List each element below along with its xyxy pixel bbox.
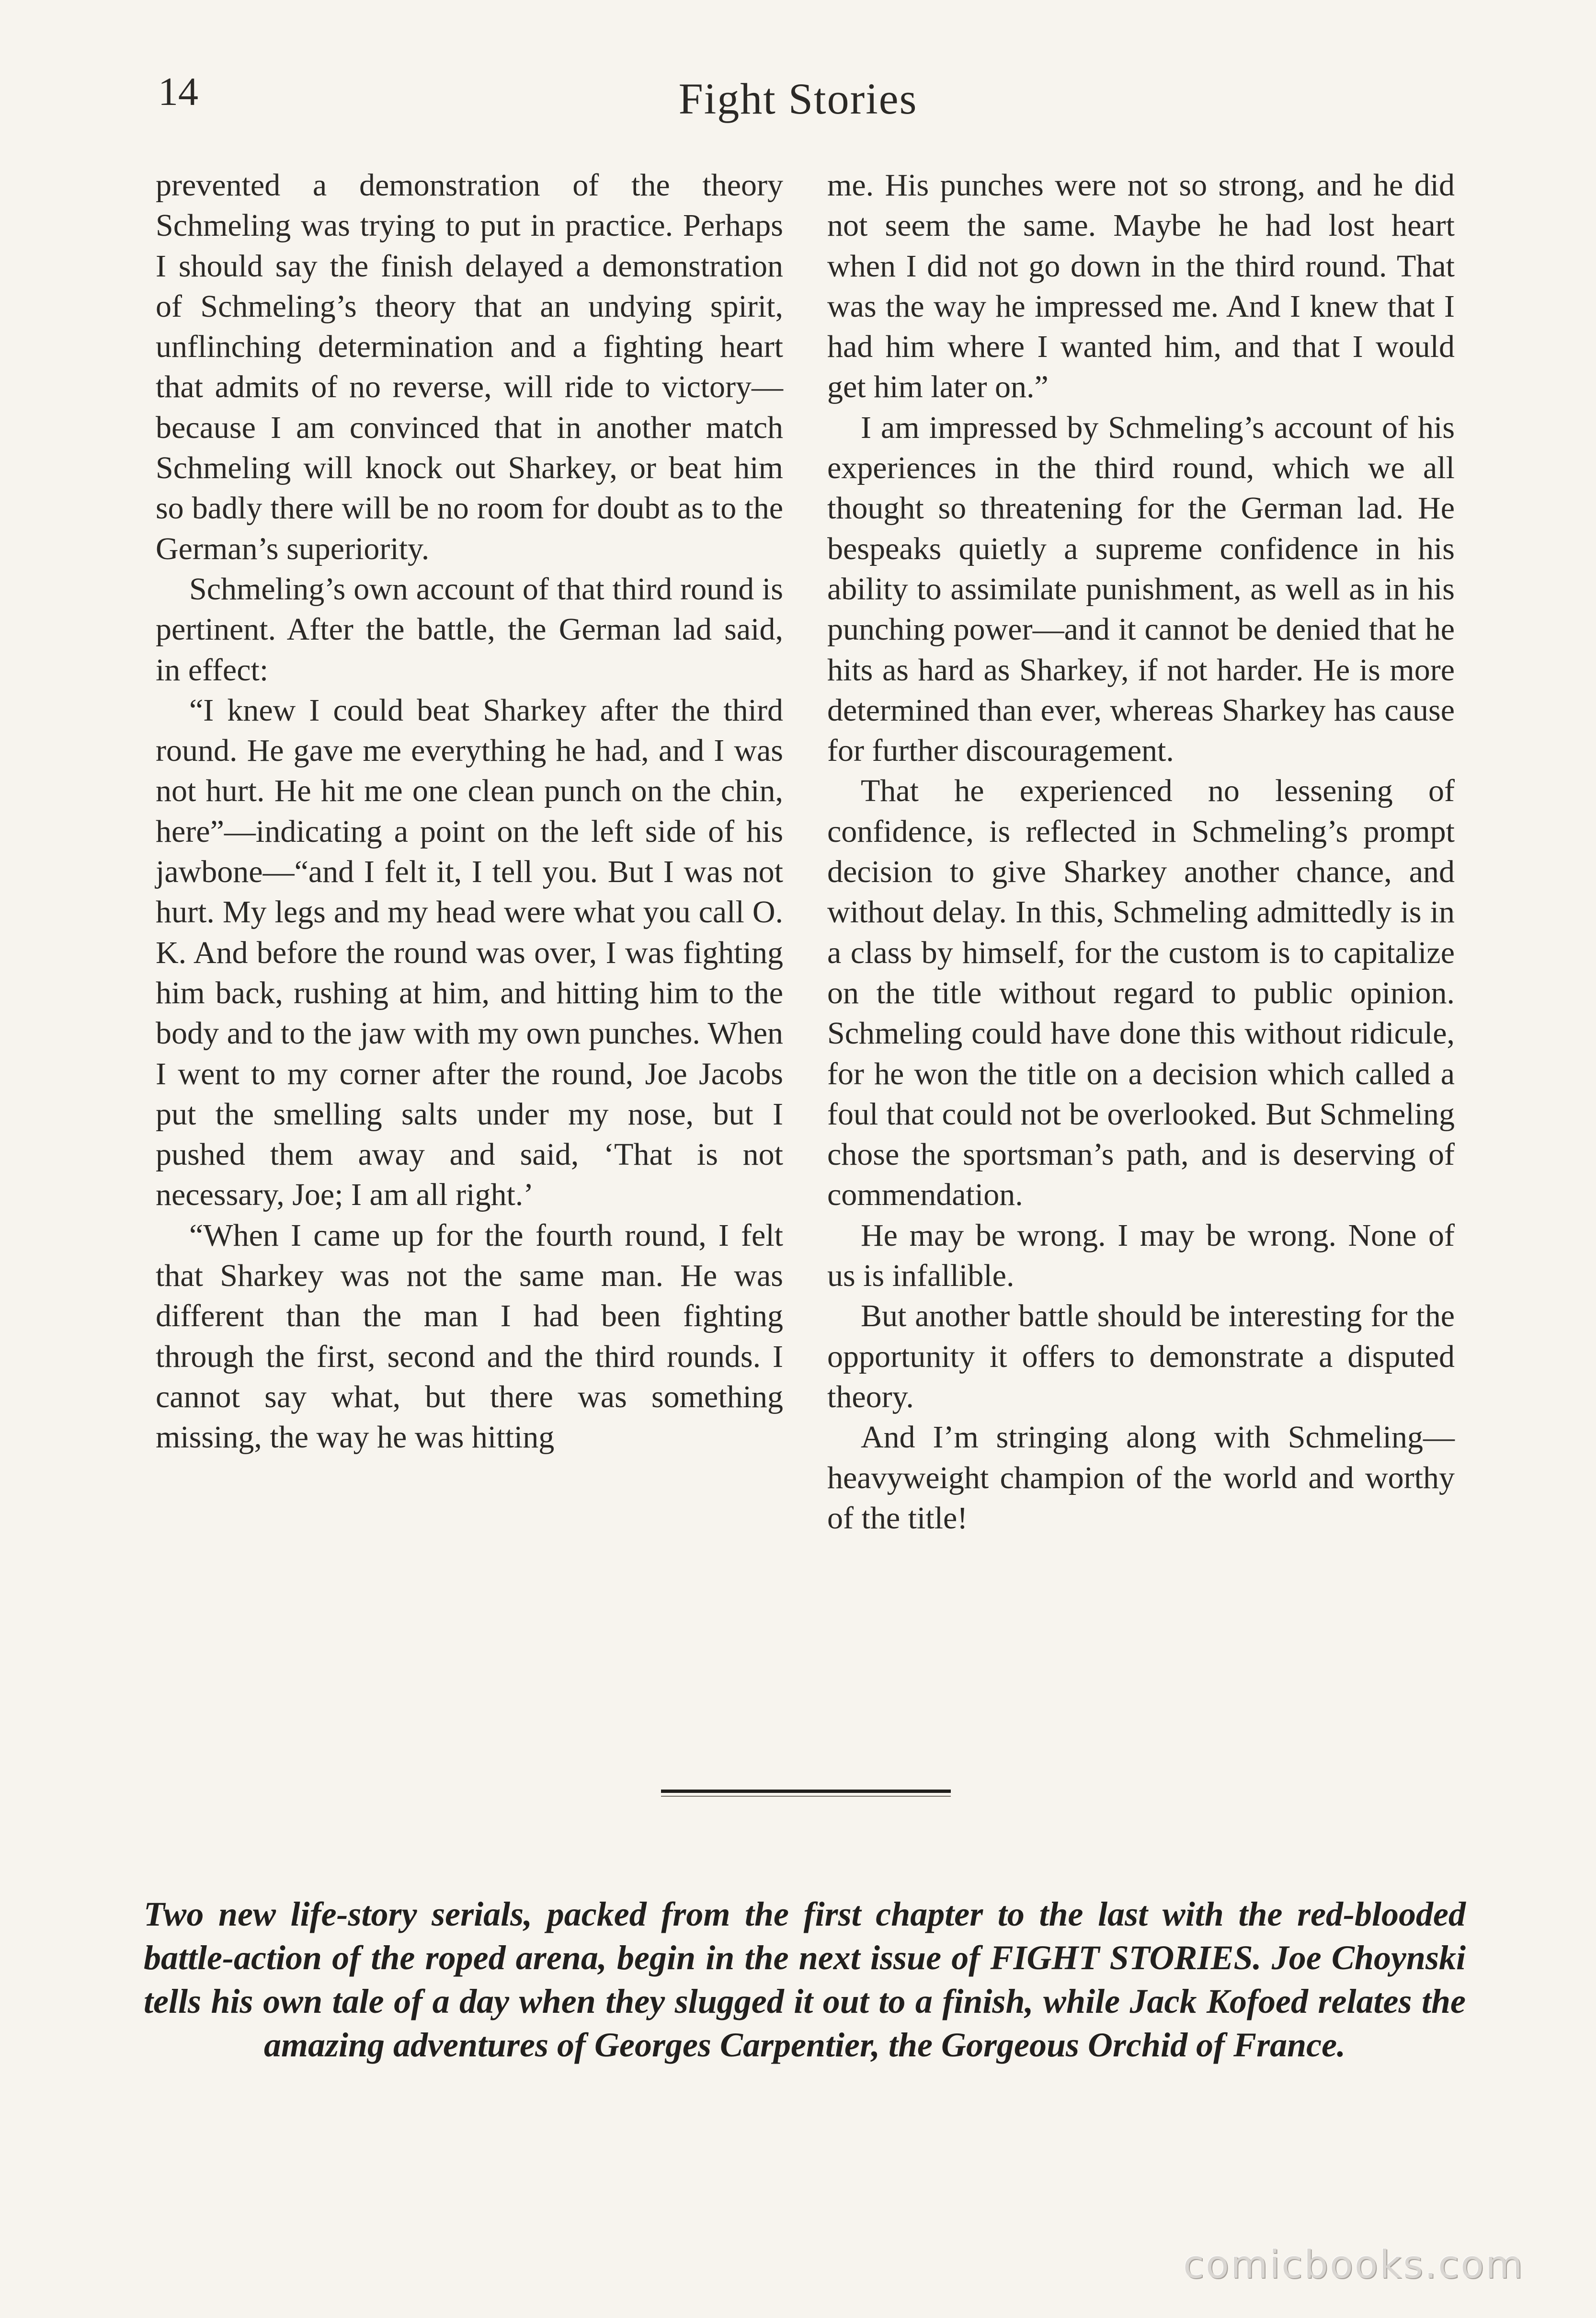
right-column: [827, 165, 1455, 1538]
right-paragraph-4: He may be wrong. I may be wrong. None of us is infallible.: [827, 1217, 1455, 1294]
right-paragraph-3: That he experienced no lessening of confidence, is reflected in Schmeling’s prompt decision to give Sharkey another chance, and without delay. In this, Schmeling admittedly is in a class by himself, for the custom is to capitalize on the title without regard to public opinion. Schmeling could have done this without ridicule, for he won the title on a decision which called a foul that could not be overlooked. But Schmeling chose the sportsman’s path, and is deserving of commendation.: [827, 773, 1455, 1213]
section-divider-rule: [661, 1790, 951, 1793]
section-divider-underline: [661, 1796, 951, 1797]
left-paragraph-2: Schmeling’s own account of that third round is pertinent. After the battle, the German lad said, in effect:: [156, 571, 783, 688]
left-paragraph-1: prevented a demonstration of the theory Schmeling was trying to put in practice. Perhaps I should say the finish delayed a demonstration of Schmeling’s theory that an undying spirit, unflinching determination and a fighting heart that admits of no reverse, will ride to victory—because I am convinced that in another match Schmeling will knock out Sharkey, or beat him so badly there will be no room for doubt as to the German’s superiority.: [156, 168, 783, 566]
site-watermark: comicbooks.com: [1183, 2242, 1525, 2287]
right-paragraph-5: But another battle should be interesting for the opportunity it offers to demonstrate a disputed theory.: [827, 1298, 1455, 1414]
left-paragraph-3: “I knew I could beat Sharkey after the third round. He gave me everything he had, and I was not hurt. He hit me one clean punch on the chin, here”—indicating a point on the left side of his jawbone—“and I felt it, I tell you. But I was not hurt. My legs and my head were what you call O. K. And before the round was over, I was fighting him back, rushing at him, and hitting him to the body and to the jaw with my own punches. When I went to my corner after the round, Joe Jacobs put the smelling salts under my nose, but I pushed them away and said, ‘That is not necessary, Joe; I am all right.’: [156, 692, 783, 1213]
left-paragraph-4: “When I came up for the fourth round, I felt that Sharkey was not the same man. He was different than the man I had been fighting through the first, second and the third rounds. I cannot say what, but there was something missing, the way he was hitting: [156, 1217, 783, 1455]
right-paragraph-1: me. His punches were not so strong, and he did not seem the same. Maybe he had lost heart when I did not go down in the third round. That was the way he impressed me. And I knew that I had him where I wanted him, and that I would get him later on.”: [827, 168, 1455, 405]
running-title: Fight Stories: [678, 74, 918, 123]
page-number: 14: [158, 69, 198, 114]
next-issue-announcement: Two new life-story serials, packed from the first chapter to the last with the red-blooded battle-action of the roped arena, begin in the next issue of FIGHT STORIES. Joe Choynski tells his own tale of a day when they slugged it out to a finish, while Jack Kofoed relates the amazing adventures of Georges Carpentier, the Gorgeous Orchid of France.: [144, 1895, 1466, 2064]
right-paragraph-6: And I’m stringing along with Schmeling—heavyweight champion of the world and worthy of the title!: [827, 1420, 1455, 1536]
right-paragraph-2: I am impressed by Schmeling’s account of his experiences in the third round, which we all thought so threatening for the German lad. He bespeaks quietly a supreme confidence in his ability to assimilate punishment, as well as in his punching power—and it cannot be denied that he hits as hard as Sharkey, if not harder. He is more determined than ever, whereas Sharkey has cause for further discouragement.: [827, 410, 1455, 769]
left-column: [156, 165, 783, 1458]
